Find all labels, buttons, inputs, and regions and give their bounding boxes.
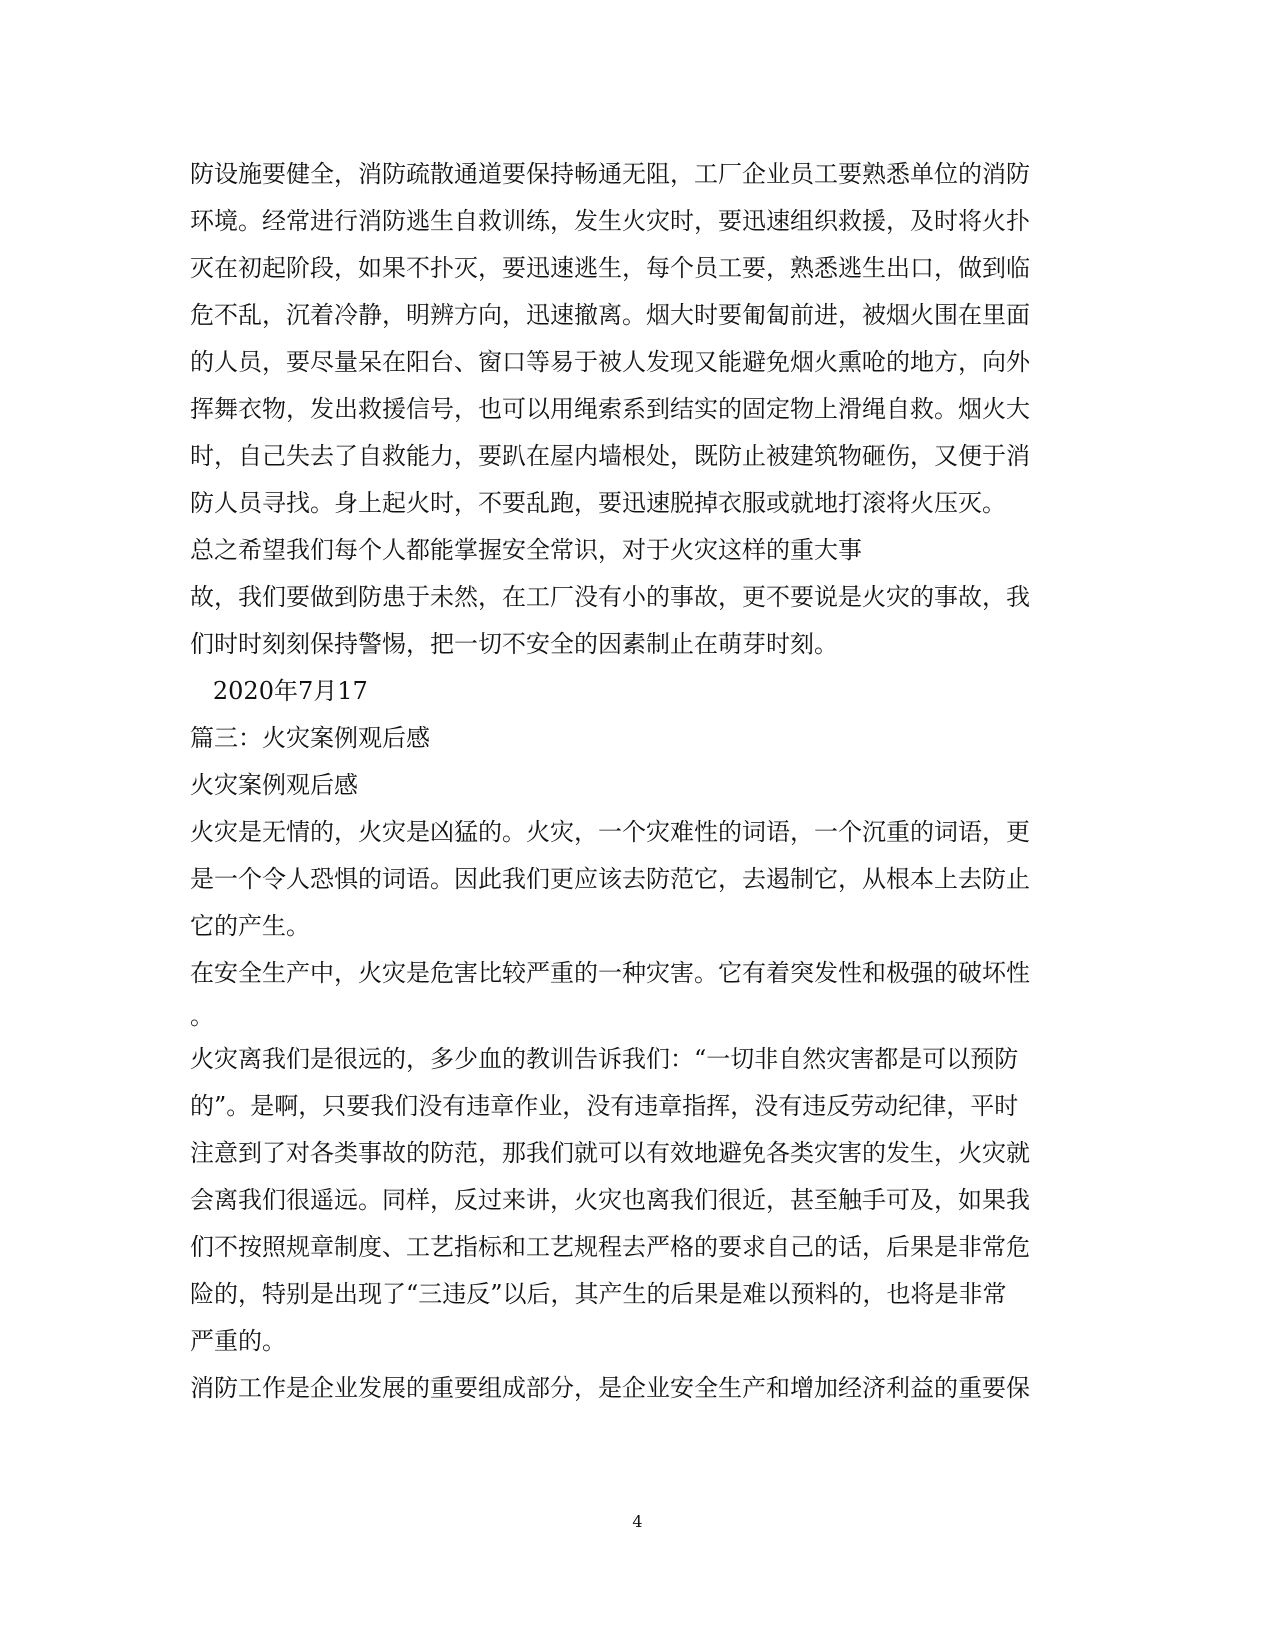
text-line: 防人员寻找。身上起火时，不要乱跑，要迅速脱掉衣服或就地打滚将火压灭。 xyxy=(190,489,1006,517)
text-line: 挥舞衣物，发出救援信号，也可以用绳索系到结实的固定物上滑绳自救。烟火大 xyxy=(190,395,1030,423)
text-line: 严重的。 xyxy=(190,1327,286,1355)
text-line: 时，自己失去了自救能力，要趴在屋内墙根处，既防止被建筑物砸伤，又便于消 xyxy=(190,442,1030,470)
text-line: 火灾离我们是很远的，多少血的教训告诉我们：“一切非自然灾害都是可以预防 xyxy=(190,1045,1019,1073)
text-line: 险的，特别是出现了“三违反”以后，其产生的后果是难以预料的，也将是非常 xyxy=(190,1280,1007,1308)
text-line: 故，我们要做到防患于未然，在工厂没有小的事故，更不要说是火灾的事故，我 xyxy=(190,583,1030,611)
text-line: 火灾是无情的，火灾是凶猛的。火灾，一个灾难性的词语，一个沉重的词语，更 xyxy=(190,818,1030,846)
text-line: 环境。经常进行消防逃生自救训练，发生火灾时，要迅速组织救援，及时将火扑 xyxy=(190,207,1030,235)
text-line: 总之希望我们每个人都能掌握安全常识，对于火灾这样的重大事 xyxy=(190,536,862,564)
text-line: 危不乱，沉着冷静，明辨方向，迅速撤离。烟大时要匍匐前进，被烟火围在里面 xyxy=(190,301,1030,329)
text-line: 灭在初起阶段，如果不扑灭，要迅速逃生，每个员工要，熟悉逃生出口，做到临 xyxy=(190,254,1030,282)
text-line: 。 xyxy=(190,1002,214,1030)
page-number: 4 xyxy=(632,1512,643,1531)
text-line: 防设施要健全，消防疏散通道要保持畅通无阻，工厂企业员工要熟悉单位的消防 xyxy=(190,160,1030,188)
article-title: 火灾案例观后感 xyxy=(190,771,358,799)
date-line: 2020年7月17 xyxy=(190,677,368,705)
text-line: 的人员，要尽量呆在阳台、窗口等易于被人发现又能避免烟火熏呛的地方，向外 xyxy=(190,348,1030,376)
text-line: 们不按照规章制度、工艺指标和工艺规程去严格的要求自己的话，后果是非常危 xyxy=(190,1233,1030,1261)
text-line: 会离我们很遥远。同样，反过来讲，火灾也离我们很近，甚至触手可及，如果我 xyxy=(190,1186,1030,1214)
text-line: 是一个令人恐惧的词语。因此我们更应该去防范它，去遏制它，从根本上去防止 xyxy=(190,865,1030,893)
text-line: 们时时刻刻保持警惕，把一切不安全的因素制止在萌芽时刻。 xyxy=(190,630,838,658)
text-line: 的”。是啊，只要我们没有违章作业，没有违章指挥，没有违反劳动纪律，平时 xyxy=(190,1092,1019,1120)
text-line: 它的产生。 xyxy=(190,912,310,940)
text-line: 消防工作是企业发展的重要组成部分，是企业安全生产和增加经济利益的重要保 xyxy=(190,1374,1030,1402)
text-line: 在安全生产中，火灾是危害比较严重的一种灾害。它有着突发性和极强的破坏性 xyxy=(190,959,1030,987)
text-line: 注意到了对各类事故的防范，那我们就可以有效地避免各类灾害的发生，火灾就 xyxy=(190,1139,1030,1167)
section-heading: 篇三：火灾案例观后感 xyxy=(190,724,430,752)
